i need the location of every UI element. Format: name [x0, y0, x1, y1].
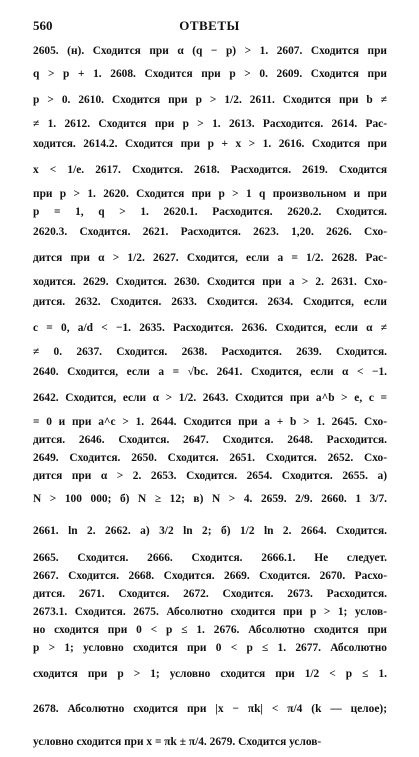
answer-line: p > 0. 2610. Сходится при p > 1/2. 2611. Сходится при b ≠: [33, 94, 387, 106]
answer-line: 2673.1. Сходится. 2675. Абсолютно сходится при p > 1; услов-: [33, 606, 387, 618]
answer-line: 2667. Сходится. 2668. Сходится. 2669. Сходится. 2670. Расхо-: [33, 570, 387, 582]
answer-line: 2678. Абсолютно сходится при |x − πk| < π/4 (k — целое);: [33, 703, 387, 715]
answer-line: 2649. Сходится. 2650. Сходится. 2651. Сходится. 2652. Схо-: [33, 452, 387, 464]
answer-line: 2640. Сходится, если a = √bc. 2641. Сходится, если α < −1.: [33, 366, 387, 378]
answer-line: дится. 2646. Сходится. 2647. Сходится. 2648. Расходится.: [33, 434, 387, 446]
answer-line: ходится. 2614.2. Сходится при p + x > 1. 2616. Сходится при: [33, 138, 387, 150]
answer-line: сходится при p > 1; условно сходится при 1/2 < p ≤ 1.: [33, 668, 387, 680]
answer-line: дится. 2671. Сходится. 2672. Сходится. 2673. Расходится.: [33, 588, 387, 600]
answer-line: ходится. 2629. Сходится. 2630. Сходится при a > 2. 2631. Схо-: [33, 276, 387, 288]
page-number: 560: [33, 18, 53, 33]
answer-line: 2642. Сходится, если α > 1/2. 2643. Сходится при a^b > e, c =: [33, 392, 387, 404]
answers-text: [33, 40, 387, 757]
answer-line: p > 1; условно сходится при 0 < p ≤ 1. 2677. Абсолютно: [33, 642, 387, 654]
page-title: ОТВЕТЫ: [179, 18, 240, 33]
answer-line: 2620.3. Сходится. 2621. Расходится. 2623. 1,20. 2626. Схо-: [33, 226, 387, 238]
answer-line: ≠ 0. 2637. Сходится. 2638. Расходится. 2639. Сходится.: [33, 346, 387, 358]
answer-line: N > 100 000; б) N ≥ 12; в) N > 4. 2659. 2/9. 2660. 1 3/7.: [33, 493, 387, 505]
answer-line: при p > 1. 2620. Сходится при p > 1 q произвольном и при: [33, 188, 387, 200]
answer-line: 2661. ln 2. 2662. а) 3/2 ln 2; б) 1/2 ln 2. 2664. Сходится.: [33, 525, 387, 537]
answer-line: ≠ 1. 2612. Сходится при p > 1. 2613. Расходится. 2614. Рас-: [33, 118, 387, 130]
answer-line: 2665. Сходится. 2666. Сходится. 2666.1. Не следует.: [33, 552, 387, 564]
answer-line: условно сходится при x = πk ± π/4. 2679. Сходится услов-: [33, 736, 322, 748]
answer-line: дится. 2632. Сходится. 2633. Сходится. 2634. Сходится, если: [33, 296, 387, 308]
answer-line: x < 1/e. 2617. Сходится. 2618. Расходится. 2619. Сходится: [33, 164, 387, 176]
answer-line: p = 1, q > 1. 2620.1. Расходится. 2620.2. Сходится.: [33, 206, 387, 218]
answer-line: c = 0, a/d < −1. 2635. Расходится. 2636. Сходится, если α ≠: [33, 322, 387, 334]
answer-line: q > p + 1. 2608. Сходится при p > 0. 2609. Сходится при: [33, 68, 387, 80]
answer-line: дится при α > 2. 2653. Сходится. 2654. Сходится. 2655. а): [33, 470, 387, 482]
answer-line: дится при α > 1/2. 2627. Сходится, если a = 1/2. 2628. Рас-: [33, 252, 387, 264]
answer-line: но сходится при 0 < p ≤ 1. 2676. Абсолютно сходится при: [33, 624, 387, 636]
answer-line: = 0 и при a^c > 1. 2644. Сходится при a + b > 1. 2645. Схо-: [33, 416, 387, 428]
answer-line: 2605. (н). Сходится при α (q − p) > 1. 2607. Сходится при: [33, 45, 387, 57]
